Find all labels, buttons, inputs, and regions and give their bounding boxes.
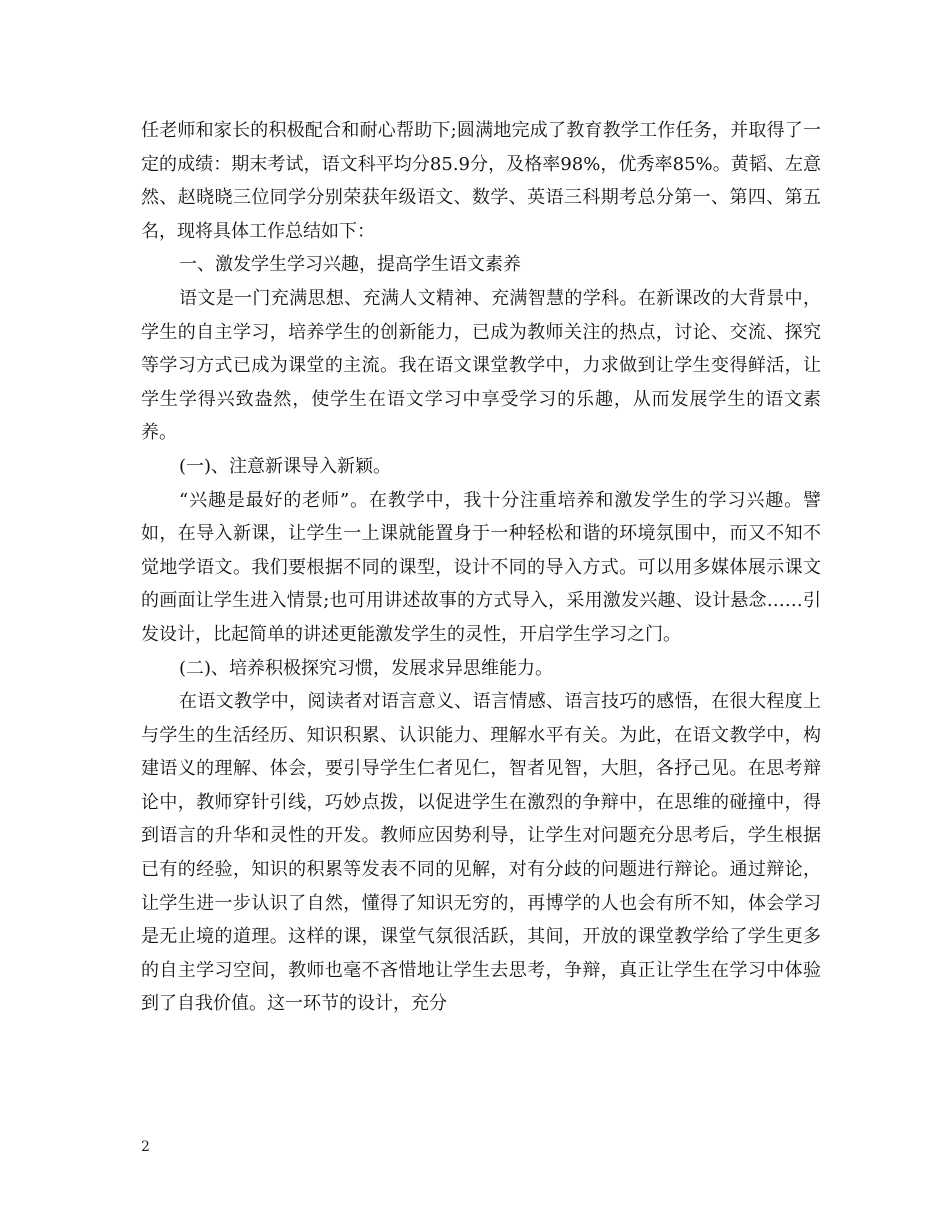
document-body xyxy=(141,114,821,1021)
page-number: 2 xyxy=(141,1139,150,1155)
paragraph-subsection-2: 在语文教学中，阅读者对语言意义、语言情感、语言技巧的感悟，在很大程度上与学生的生活经历、知识积累、认识能力、理解水平有关。为此，在语文教学中，构建语义的理解、体会，要引导学生仁者见仁，智者见智，大胆，各抒己见。在思考辩论中，教师穿针引线，巧妙点拨，以促进学生在激烈的争辩中，在思维的碰撞中，得到语言的升华和灵性的开发。教师应因势利导，让学生对问题充分思考后，学生根据已有的经验，知识的积累等发表不同的见解，对有分歧的问题进行辩论。通过辩论，让学生进一步认识了自然，懂得了知识无穷的，再博学的人也会有所不知，体会学习是无止境的道理。这样的课，课堂气氛很活跃，其间，开放的课堂教学给了学生更多的自主学习空间，教师也毫不吝惜地让学生去思考，争辩，真正让学生在学习中体验到了自我价值。这一环节的设计，充分 xyxy=(141,691,821,1015)
subheading-2: (二)、培养积极探究习惯，发展求异思维能力。 xyxy=(179,657,554,679)
subheading-1: (一)、注意新课导入新颖。 xyxy=(179,455,392,477)
paragraph-intro-continuation: 任老师和家长的积极配合和耐心帮助下;圆满地完成了教育教学工作任务，并取得了一定的成绩：期末考试，语文科平均分85.9分，及格率98%，优秀率85%。黄韬、左意然、赵晓晓三位同学分别荣获年级语文、数学、英语三科期考总分第一、第四、第五名，现将具体工作总结如下： xyxy=(141,120,821,242)
section-heading-1: 一、激发学生学习兴趣，提高学生语文素养 xyxy=(179,254,521,276)
paragraph-subsection-1: “兴趣是最好的老师”。在教学中，我十分注重培养和激发学生的学习兴趣。譬如，在导入新课，让学生一上课就能置身于一种轻松和谐的环境氛围中，而又不知不觉地学语文。我们要根据不同的课型，设计不同的导入方式。可以用多媒体展示课文的画面让学生进入情景;也可用讲述故事的方式导入，采用激发兴趣、设计悬念……引发设计，比起简单的讲述更能激发学生的灵性，开启学生学习之门。 xyxy=(141,489,821,645)
paragraph-section-1: 语文是一门充满思想、充满人文精神、充满智慧的学科。在新课改的大背景中，学生的自主学习，培养学生的创新能力，已成为教师关注的热点，讨论、交流、探究等学习方式已成为课堂的主流。我在语文课堂教学中，力求做到让学生变得鲜活，让学生学得兴致盎然，使学生在语文学习中享受学习的乐趣，从而发展学生的语文素养。 xyxy=(141,287,821,444)
